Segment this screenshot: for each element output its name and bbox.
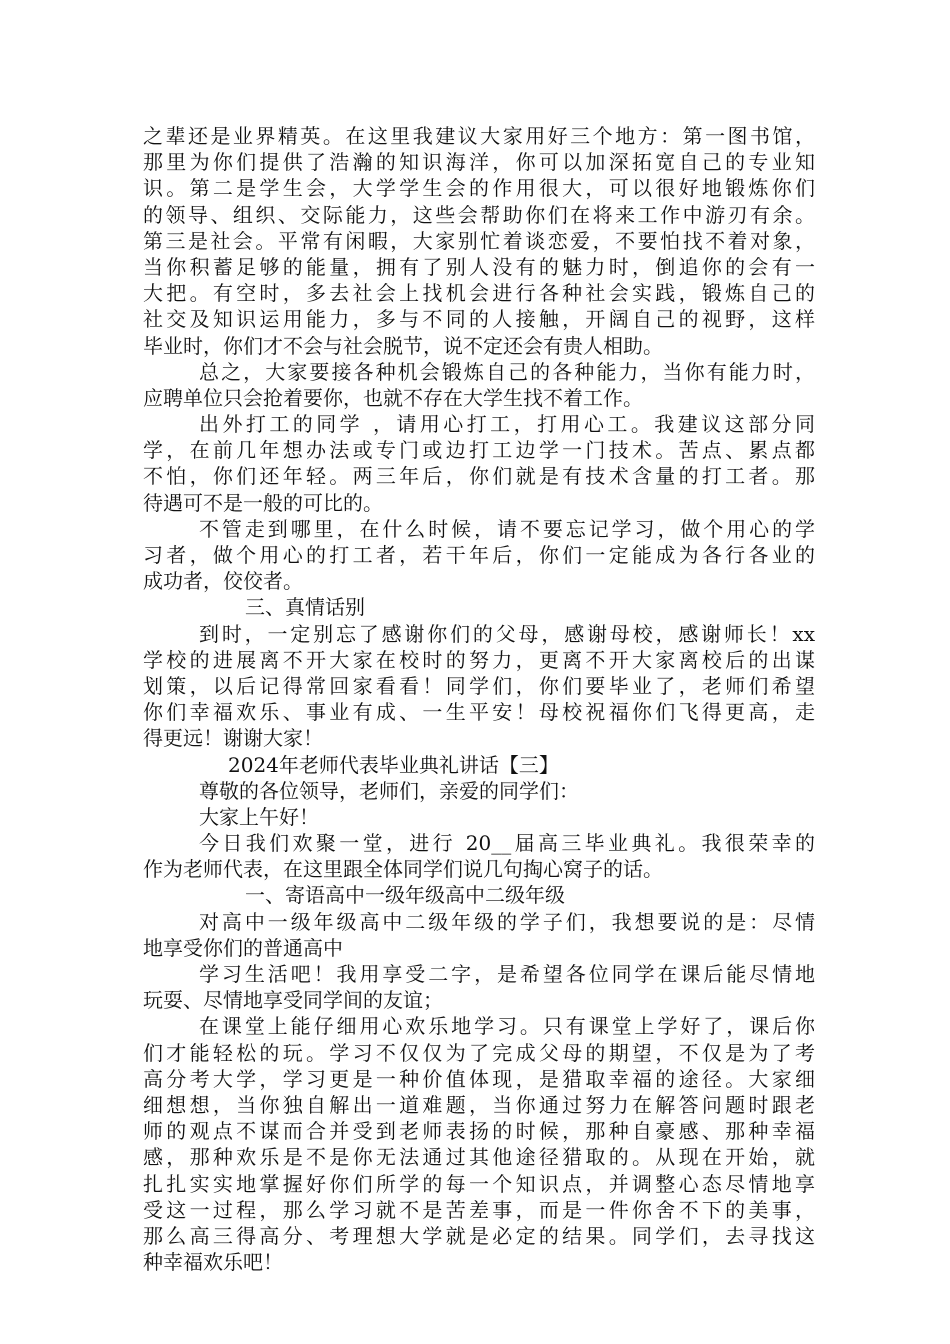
text-line: 对高中一级年级高中二级年级的学子们，我想要说的是：尽情: [199, 909, 815, 934]
text-line: 划策，以后记得常回家看看！同学们，你们要毕业了，老师们希望: [143, 673, 815, 698]
text-line: 社交及知识运用能力，多与不同的人接触，开阔自己的视野，这样: [143, 307, 815, 332]
text-line: 尊敬的各位领导，老师们，亲爱的同学们：: [199, 778, 579, 803]
text-line: 待遇可不是一般的可比的。: [143, 490, 383, 515]
text-line: 之辈还是业界精英。在这里我建议大家用好三个地方：第一图书馆，: [143, 124, 815, 148]
text-line: 学习生活吧！我用享受二字，是希望各位同学在课后能尽情地: [199, 962, 815, 986]
text-line: 到时，一定别忘了感谢你们的父母，感谢母校，感谢师长！xx: [199, 621, 815, 646]
text-line: 2024年老师代表毕业典礼讲话【三】: [228, 752, 559, 777]
text-line: 不管走到哪里，在什么时候，请不要忘记学习，做个用心的学: [199, 516, 815, 541]
text-line: 扎扎实实地掌握好你们所学的每一个知识点，并调整心态尽情地享: [143, 1171, 815, 1196]
text-line: 作为老师代表，在这里跟全体同学们说几句掏心窝子的话。: [143, 857, 663, 882]
text-line: 地享受你们的普通高中: [143, 935, 343, 960]
text-line: 种幸福欢乐吧！: [143, 1250, 283, 1275]
text-line: 细想想，当你独自解出一道难题，当你通过努力在解答问题时跟老: [143, 1092, 815, 1117]
text-line: 成功者，佼佼者。: [143, 569, 303, 594]
text-line: 今日我们欢聚一堂，进行 20__届高三毕业典礼。我很荣幸的: [199, 831, 815, 856]
text-line: 第三是社会。平常有闲暇，大家别忙着谈恋爱，不要怕找不着对象，: [143, 228, 815, 253]
text-line: 不怕，你们还年轻。两三年后，你们就是有技术含量的打工者。那: [143, 464, 815, 489]
text-line: 高分考大学，学习更是一种价值体现，是猎取幸福的途径。大家细: [143, 1066, 815, 1091]
text-line: 一、寄语高中一级年级高中二级年级: [245, 883, 565, 908]
text-line: 习者，做个用心的打工者，若干年后，你们一定能成为各行各业的: [143, 543, 815, 567]
text-line: 学，在前几年想办法或专门或边打工边学一门技术。苦点、累点都: [143, 438, 815, 463]
text-line: 出外打工的同学 ，请用心打工，打用心工。我建议这部分同: [199, 412, 815, 437]
text-line: 们才能轻松的玩。学习不仅仅为了完成父母的期望，不仅是为了考: [143, 1040, 815, 1065]
text-line: 得更远！谢谢大家！: [143, 726, 323, 751]
text-line: 那么高三得高分、考理想大学就是必定的结果。同学们，去寻找这: [143, 1223, 815, 1248]
text-line: 毕业时，你们才不会与社会脱节，说不定还会有贵人相助。: [143, 333, 663, 358]
text-line: 识。第二是学生会，大学学生会的作用很大，可以很好地锻炼你们: [143, 176, 815, 201]
text-line: 那里为你们提供了浩瀚的知识海洋，你可以加深拓宽自己的专业知: [143, 150, 815, 175]
document-page: [143, 123, 815, 1275]
text-line: 应聘单位只会抢着要你，也就不存在大学生找不着工作。: [143, 385, 643, 410]
text-line: 的领导、组织、交际能力，这些会帮助你们在将来工作中游刃有余。: [143, 202, 815, 227]
text-line: 学校的进展离不开大家在校时的努力，更离不开大家离校后的出谋: [143, 647, 815, 672]
text-line: 大把。有空时，多去社会上找机会进行各种社会实践，锻炼自己的: [143, 281, 815, 306]
text-line: 三、真情话别: [245, 595, 365, 620]
text-line: 总之，大家要接各种机会锻炼自己的各种能力，当你有能力时，: [199, 359, 815, 384]
text-line: 在课堂上能仔细用心欢乐地学习。只有课堂上学好了，课后你: [199, 1014, 815, 1039]
text-line: 当你积蓄足够的能量，拥有了别人没有的魅力时，倒追你的会有一: [143, 254, 815, 279]
text-line: 玩耍、尽情地享受同学间的友谊；: [143, 988, 443, 1013]
text-line: 感，那种欢乐是不是你无法通过其他途径猎取的。从现在开始，就: [143, 1145, 815, 1170]
text-line: 受这一过程，那么学习就不是苦差事，而是一件你舍不下的美事，: [143, 1197, 815, 1222]
text-line: 大家上午好！: [199, 804, 319, 829]
text-line: 你们幸福欢乐、事业有成、一生平安！母校祝福你们飞得更高，走: [143, 700, 815, 725]
text-line: 师的观点不谋而合并受到老师表扬的时候，那种自豪感、那种幸福: [143, 1119, 815, 1144]
